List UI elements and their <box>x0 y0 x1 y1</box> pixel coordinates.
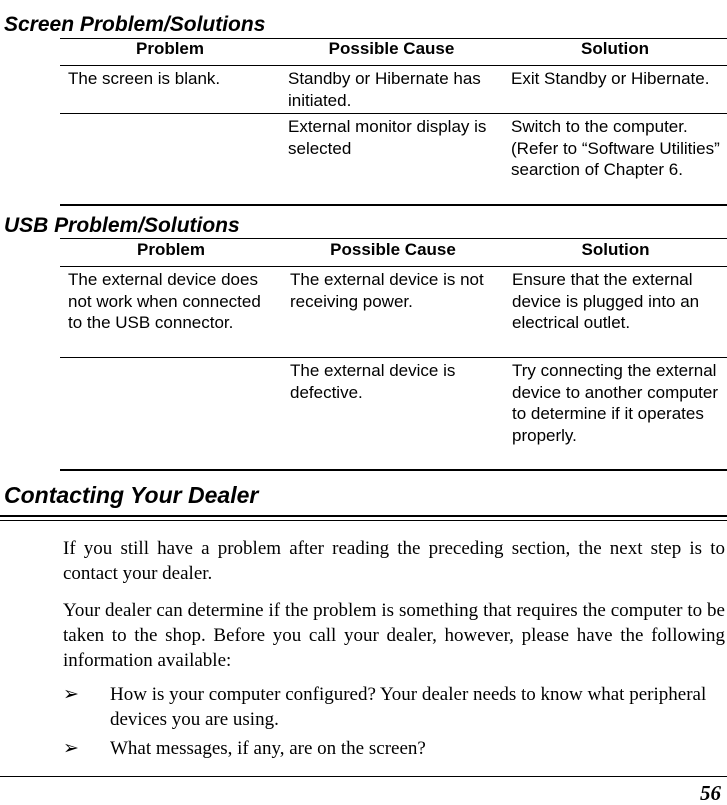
page-number: 56 <box>700 781 721 805</box>
table-row <box>60 358 727 471</box>
contact-section-title: Contacting Your Dealer <box>4 482 259 508</box>
footer-rule <box>0 776 727 777</box>
cell-solution: Try connecting the external device to another computer to determine if it operates properly. <box>504 358 727 471</box>
cell-solution: Switch to the computer. (Refer to “Software Utilities” searction of Chapter 6. <box>503 114 727 206</box>
cell-problem <box>60 358 282 471</box>
cell-cause: External monitor display is selected <box>280 114 503 206</box>
table-header-row <box>60 240 727 267</box>
screen-problem-table <box>60 39 727 206</box>
cell-cause: The external device is not receiving power. <box>282 267 504 358</box>
cell-problem <box>60 114 280 206</box>
arrow-bullet-icon: ➢ <box>63 683 79 705</box>
screen-section-title: Screen Problem/Solutions <box>4 13 266 36</box>
usb-section-title: USB Problem/Solutions <box>4 214 240 237</box>
cell-problem: The screen is blank. <box>60 66 280 114</box>
paragraph: Your dealer can determine if the problem is something that requires the computer to be taken to the shop. Before you call your dealer, however, please have the following information available: <box>63 600 725 671</box>
table-header-row <box>60 39 727 66</box>
column-header-solution: Solution <box>503 39 727 66</box>
column-header-cause: Possible Cause <box>280 39 503 66</box>
list-item-text: How is your computer configured? Your dealer needs to know what peripheral devices you are using. <box>110 684 707 730</box>
usb-table-top-rule <box>60 238 727 239</box>
usb-problem-table <box>60 240 727 471</box>
column-header-cause: Possible Cause <box>282 240 504 267</box>
table-row <box>60 114 727 206</box>
table-row <box>60 267 727 358</box>
column-header-problem: Problem <box>60 240 282 267</box>
list-item-text: What messages, if any, are on the screen? <box>110 738 426 759</box>
column-header-problem: Problem <box>60 39 280 66</box>
cell-solution: Exit Standby or Hibernate. <box>503 66 727 114</box>
column-header-solution: Solution <box>504 240 727 267</box>
section-double-rule <box>0 515 727 521</box>
paragraph: If you still have a problem after reading the preceding section, the next step is to contact your dealer. <box>63 538 725 584</box>
table-row <box>60 66 727 114</box>
cell-solution: Ensure that the external device is plugged into an electrical outlet. <box>504 267 727 358</box>
cell-cause: The external device is defective. <box>282 358 504 471</box>
cell-problem: The external device does not work when connected to the USB connector. <box>60 267 282 358</box>
cell-cause: Standby or Hibernate has initiated. <box>280 66 503 114</box>
arrow-bullet-icon: ➢ <box>63 737 79 759</box>
